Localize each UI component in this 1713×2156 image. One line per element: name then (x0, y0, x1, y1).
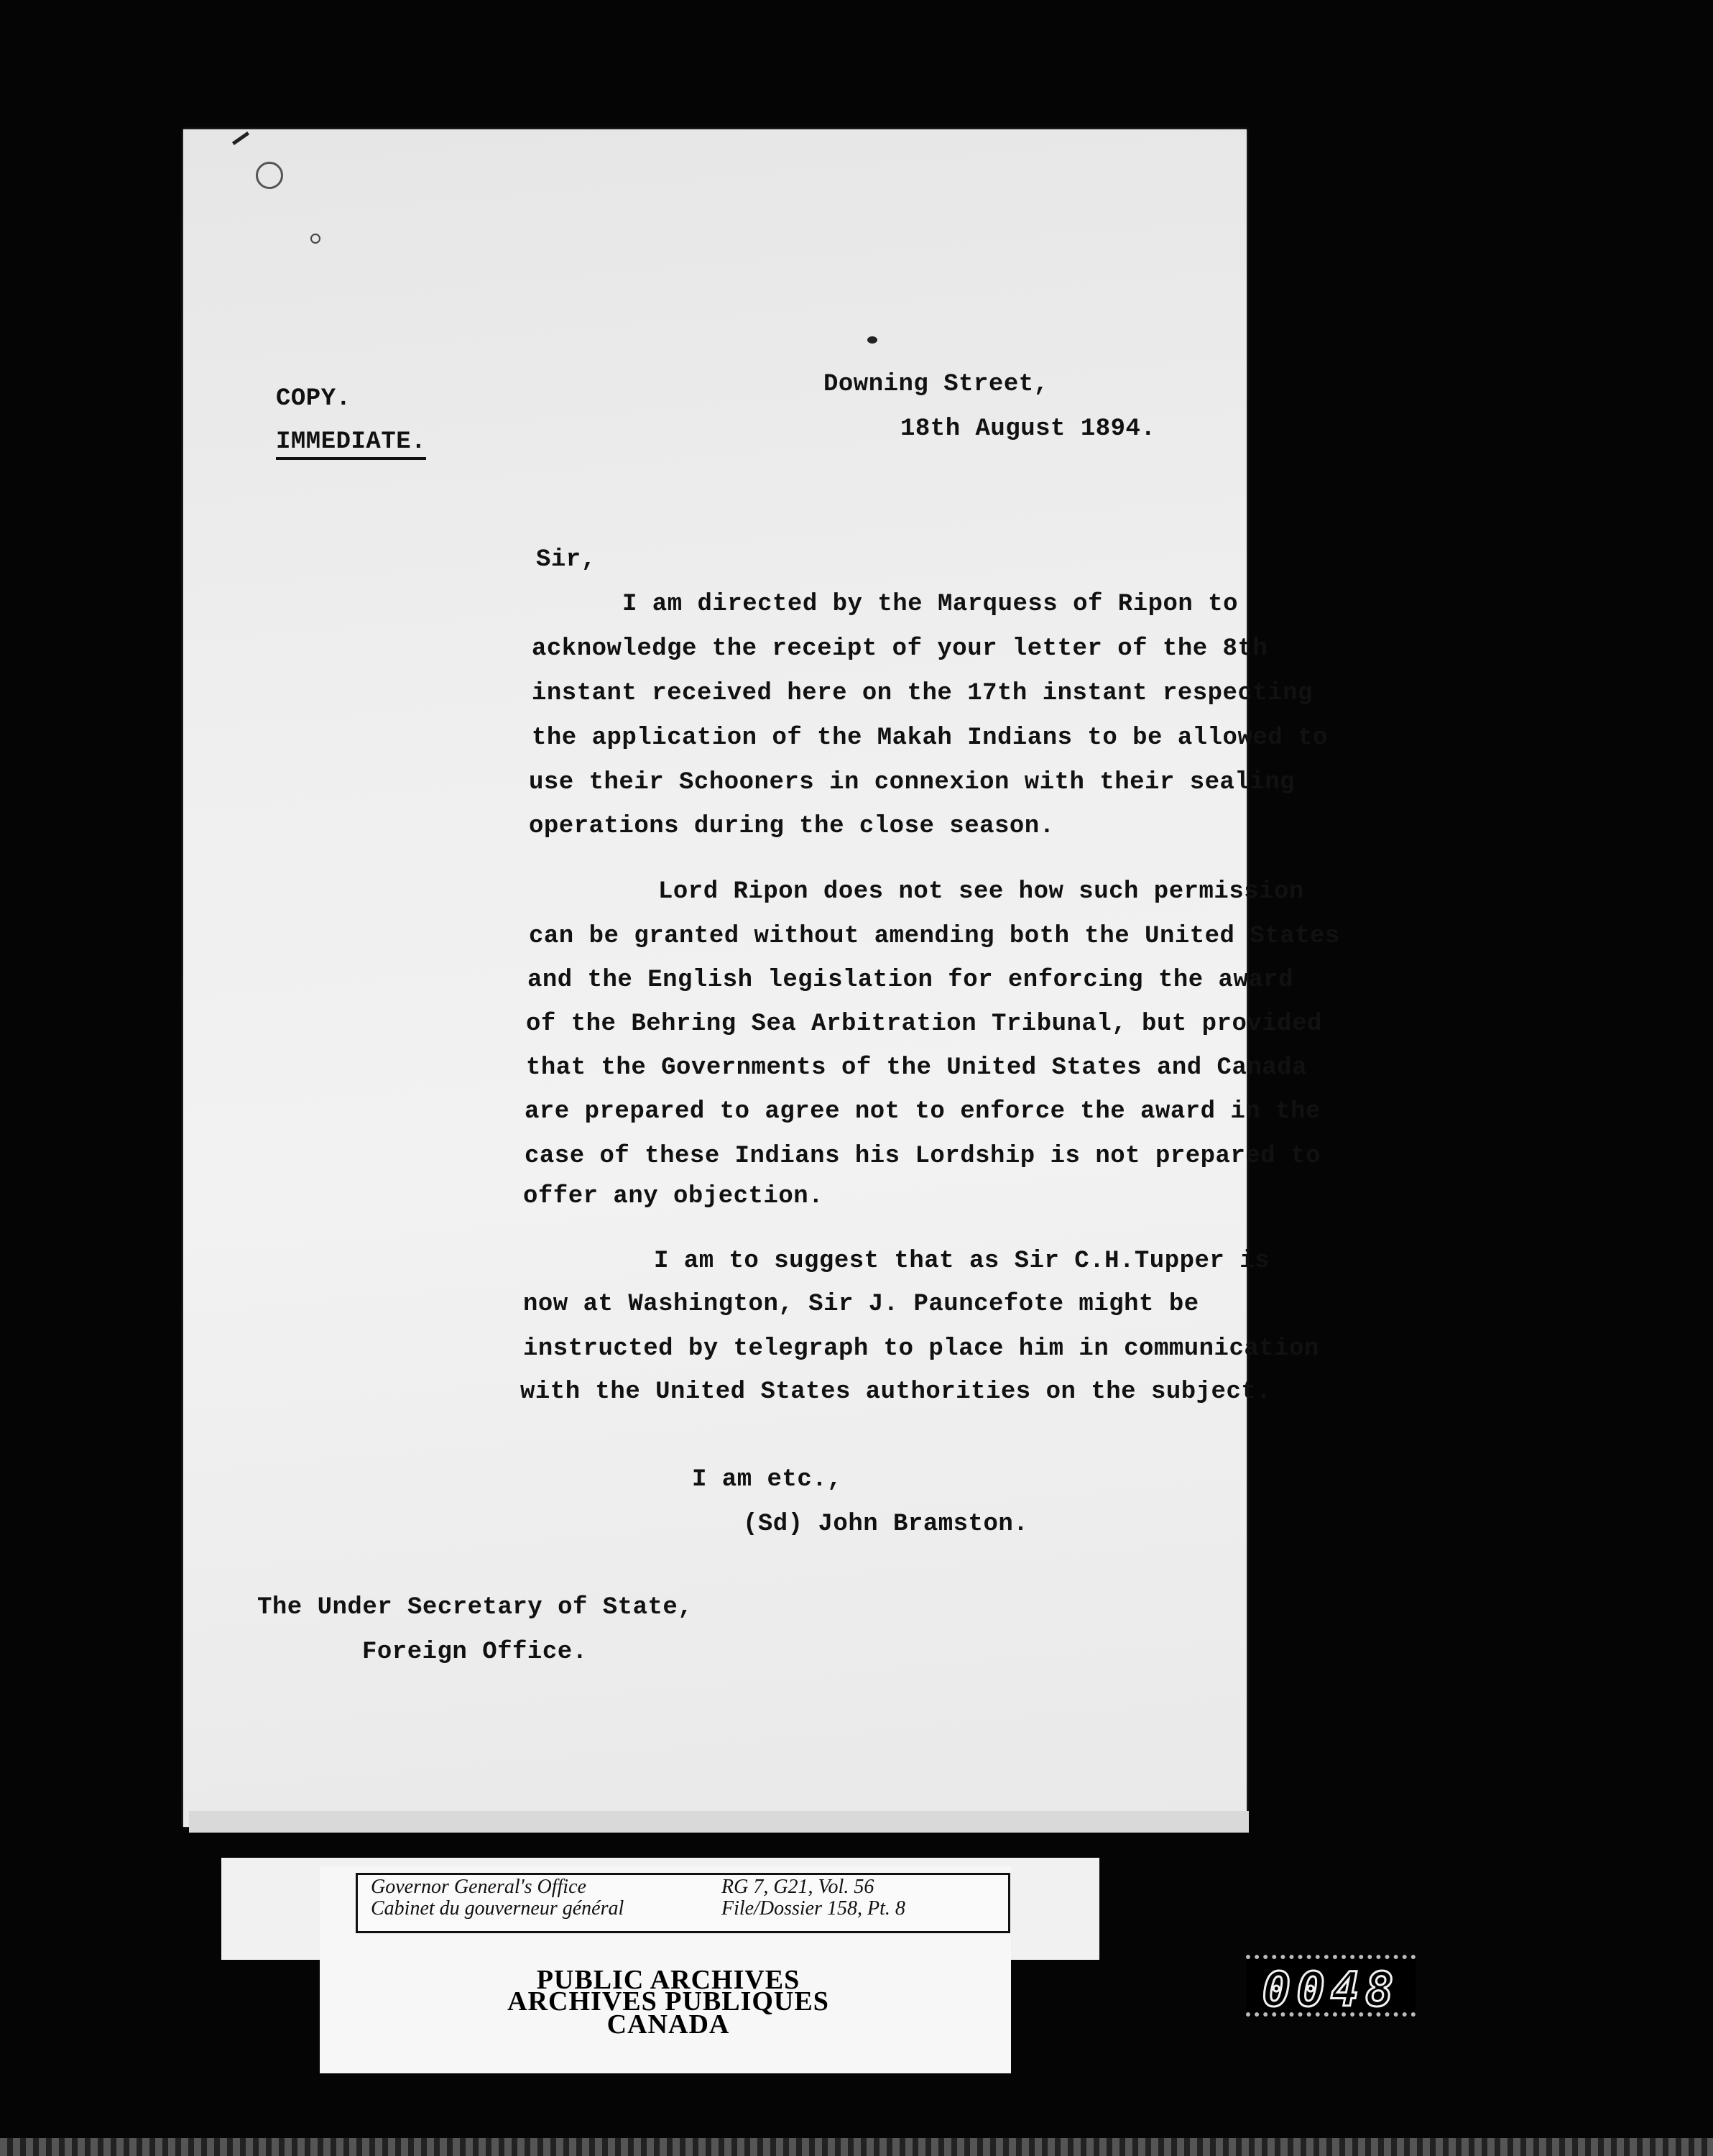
ink-dot (867, 336, 877, 344)
body-line: I am to suggest that as Sir C.H.Tupper is (654, 1248, 1270, 1275)
recipient-office: Foreign Office. (362, 1639, 588, 1666)
address-line: Downing Street, (823, 371, 1049, 398)
archives-stamp-line: ARCHIVES PUBLIQUES (507, 1986, 829, 2017)
body-line: instructed by telegraph to place him in communication (523, 1335, 1319, 1363)
underlying-page-edge (189, 1811, 1249, 1833)
body-line: operations during the close season. (529, 813, 1055, 840)
body-line: now at Washington, Sir J. Pauncefote might be (523, 1291, 1199, 1318)
record-group-ref: RG 7, G21, Vol. 56 (721, 1876, 874, 1898)
closing: I am etc., (692, 1466, 843, 1493)
salutation: Sir, (536, 546, 596, 573)
pen-mark (310, 234, 320, 244)
archives-stamp-line: CANADA (606, 2009, 730, 2040)
body-line: with the United States authorities on the subject. (520, 1378, 1272, 1406)
body-line: and the English legislation for enforcing the award (527, 967, 1294, 994)
office-name-fr: Cabinet du gouverneur général (371, 1897, 624, 1920)
body-line: offer any objection. (523, 1183, 824, 1210)
body-line: case of these Indians his Lordship is not prepared to (525, 1143, 1321, 1170)
letter-date: 18th August 1894. (900, 415, 1156, 443)
punch-hole (256, 162, 283, 189)
body-line: acknowledge the receipt of your letter of the 8th (532, 635, 1268, 663)
body-line: are prepared to agree not to enforce the award in the (525, 1098, 1321, 1125)
archives-stamp-line: PUBLIC ARCHIVES (536, 1965, 800, 1995)
body-line: Lord Ripon does not see how such permission (658, 878, 1304, 906)
body-line: the application of the Makah Indians to be allowed to (532, 724, 1328, 752)
copy-mark: COPY. (276, 385, 351, 413)
file-ref: File/Dossier 158, Pt. 8 (721, 1897, 905, 1920)
frame-counter (1246, 1955, 1416, 2017)
body-line: I am directed by the Marquess of Ripon to (622, 591, 1239, 618)
body-line: instant received here on the 17th instant respecting (532, 680, 1313, 707)
signature: (Sd) John Bramston. (743, 1511, 1029, 1538)
film-edge-strip (0, 2138, 1713, 2156)
body-line: can be granted without amending both the United States (529, 923, 1340, 950)
body-line: of the Behring Sea Arbitration Tribunal, but provided (526, 1010, 1322, 1038)
immediate-mark: IMMEDIATE. (276, 428, 426, 460)
body-line: that the Governments of the United States and Canada (526, 1054, 1307, 1082)
frame-number: 0048 (1262, 1962, 1400, 2017)
body-line: use their Schooners in connexion with their sealing (529, 769, 1296, 796)
recipient-title: The Under Secretary of State, (257, 1594, 693, 1621)
office-name-en: Governor General's Office (371, 1876, 586, 1898)
